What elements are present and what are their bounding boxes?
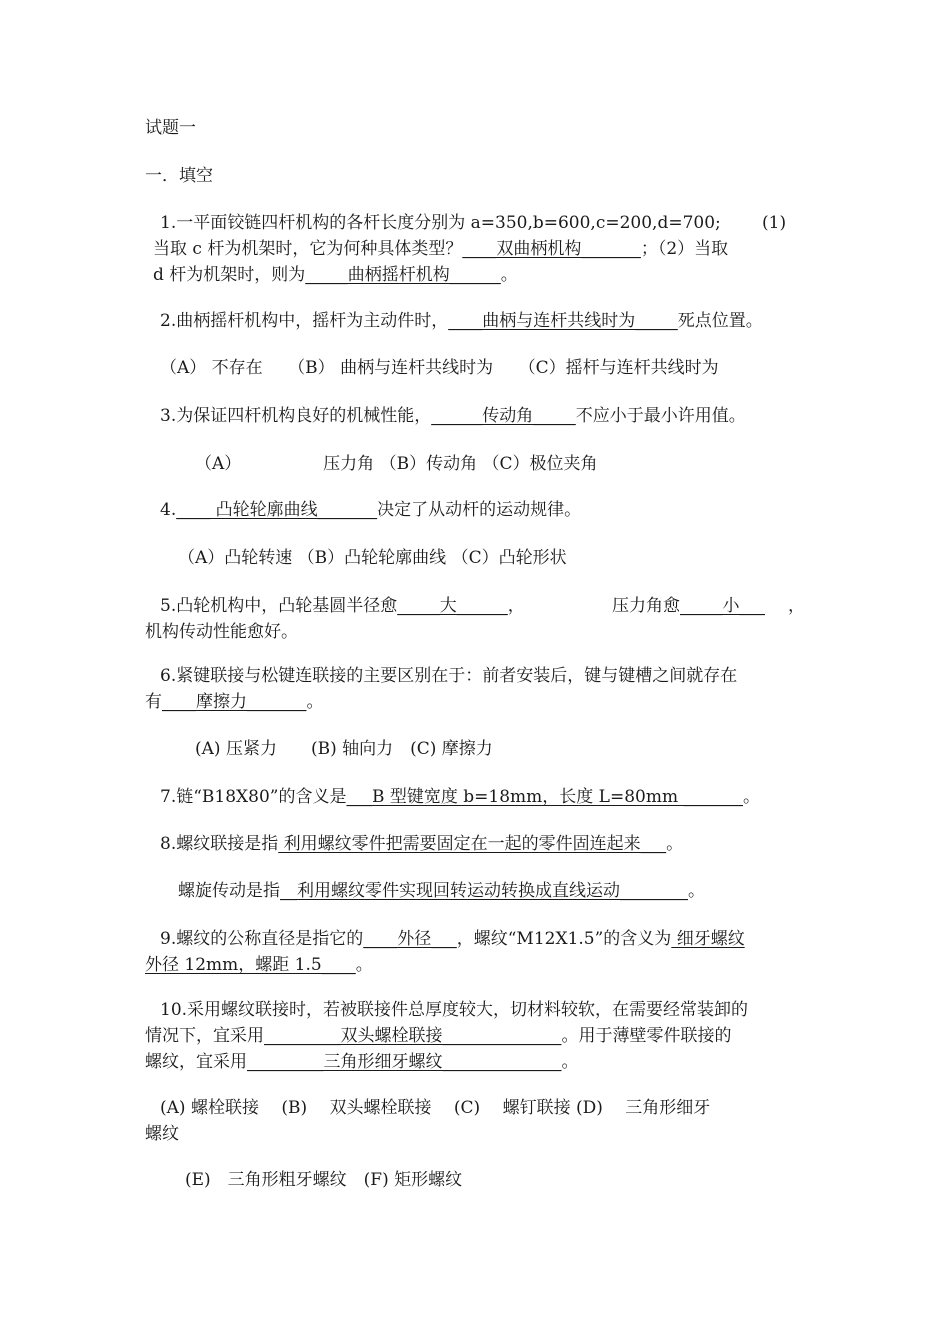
q9-line2: 外径 12mm，螺距 1.5____。 bbox=[145, 955, 373, 975]
q4-question: 4.____ 凸轮轮廓曲线_______决定了从动杆的运动规律。 bbox=[160, 500, 582, 520]
q3-answer: ______传动角_____ bbox=[431, 406, 576, 426]
q9-question: 9.螺纹的公称直径是指它的____外径___，螺纹“M12X1.5”的含义为 细牙螺纹 bbox=[160, 929, 745, 949]
exam-title: 试题一 bbox=[145, 118, 196, 138]
q1-line2: 当取 c 杆为机架时，它为何种具体类型？____双曲柄机构_______；（2）当取 bbox=[153, 239, 729, 259]
q6-line1: 6.紧键联接与松键连联接的主要区别在于：前者安装后，键与键槽之间就存在 bbox=[160, 666, 738, 686]
q8-question-1: 8.螺纹联接是指 利用螺纹零件把需要固定在一起的零件固连起来___。 bbox=[160, 834, 684, 854]
q10-line1: 10.采用螺纹联接时，若被联接件总厚度较大，切材料较软，在需要经常装卸的 bbox=[160, 1000, 749, 1020]
q10-options-1-cont: 螺纹 bbox=[145, 1124, 179, 1144]
q7-answer: ___B 型键宽度 b=18mm，长度 L=80mm _______ bbox=[346, 787, 743, 807]
q4-options: （A）凸轮转速 （B）凸轮轮廓曲线 （C）凸轮形状 bbox=[178, 548, 567, 568]
q6-line2: 有____摩擦力_______。 bbox=[145, 692, 324, 712]
q9-answer-2: 细牙螺纹 bbox=[671, 929, 745, 949]
q3-options: （A） 压力角 （B）传动角 （C）极位夹角 bbox=[195, 454, 598, 474]
section-heading: 一．填空 bbox=[145, 166, 213, 186]
q3-question: 3.为保证四杆机构良好的机械性能，______传动角_____不应小于最小许用值。 bbox=[160, 406, 746, 426]
q10-answer-1: _________双头螺栓联接______________ bbox=[264, 1026, 562, 1046]
q10-line2: 情况下，宜采用_________双头螺栓联接______________。用于薄壁零件联接的 bbox=[145, 1026, 732, 1046]
q5-question: 5.凸轮机构中，凸轮基圆半径愈_____大______， 压力角愈_____小___ ， bbox=[160, 596, 805, 616]
q9-answer-2-cont: 外径 12mm，螺距 1.5____ bbox=[145, 955, 356, 975]
q1-line1: 1.一平面铰链四杆机构的各杆长度分别为 a=350,b=600,c=200,d=700; (1) bbox=[160, 213, 787, 233]
q10-options-1: (A) 螺栓联接 (B) 双头螺栓联接 (C) 螺钉联接 (D) 三角形细牙 bbox=[160, 1098, 711, 1118]
q5-line2: 机构传动性能愈好。 bbox=[145, 622, 298, 642]
q9-answer-1: ____外径___ bbox=[363, 929, 457, 949]
q10-line3: 螺纹，宜采用_________三角形细牙螺纹______________。 bbox=[145, 1052, 579, 1072]
q1-answer-1: ____双曲柄机构_______ bbox=[462, 239, 641, 259]
q1-line3: d 杆为机架时，则为_____曲柄摇杆机构______。 bbox=[153, 265, 518, 285]
q8-answer-1: 利用螺纹零件把需要固定在一起的零件固连起来___ bbox=[278, 834, 667, 854]
q2-question: 2.曲柄摇杆机构中，摇杆为主动件时，____曲柄与连杆共线时为_____死点位置。 bbox=[160, 311, 763, 331]
q10-options-2: (E) 三角形粗牙螺纹 (F) 矩形螺纹 bbox=[185, 1170, 463, 1190]
q6-answer: ____摩擦力_______ bbox=[162, 692, 307, 712]
q4-answer: ____ 凸轮轮廓曲线_______ bbox=[176, 500, 378, 520]
q8-answer-2: __利用螺纹零件实现回转运动转换成直线运动________ bbox=[280, 881, 688, 901]
q5-answer-2: _____小___ bbox=[680, 596, 765, 616]
q8-question-2: 螺旋传动是指__利用螺纹零件实现回转运动转换成直线运动________。 bbox=[178, 881, 705, 901]
q2-options: （A） 不存在 （B） 曲柄与连杆共线时为 （C）摇杆与连杆共线时为 bbox=[160, 358, 719, 378]
q1-answer-2: _____曲柄摇杆机构______ bbox=[305, 265, 501, 285]
q5-answer-1: _____大______ bbox=[397, 596, 508, 616]
q7-question: 7.链“B18X80”的含义是___B 型键宽度 b=18mm，长度 L=80mm _______。 bbox=[160, 787, 760, 807]
q10-answer-2: _________三角形细牙螺纹______________ bbox=[247, 1052, 562, 1072]
q6-options: (A) 压紧力 (B) 轴向力 (C) 摩擦力 bbox=[195, 739, 493, 759]
q2-answer: ____曲柄与连杆共线时为_____ bbox=[448, 311, 678, 331]
